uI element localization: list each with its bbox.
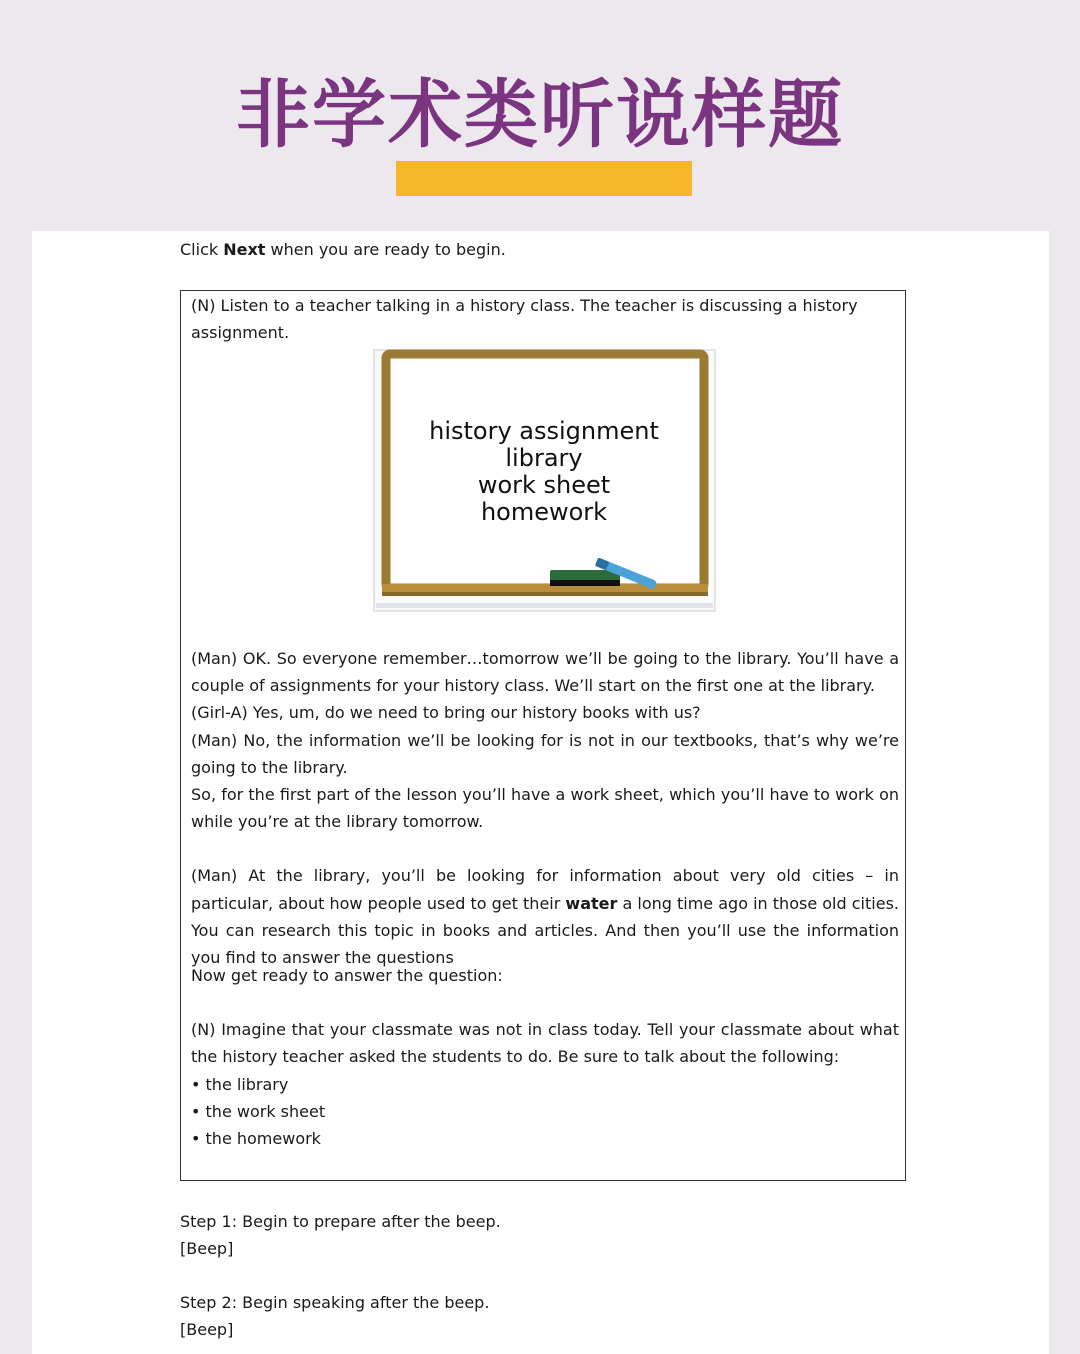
whiteboard-illustration [372,348,717,613]
eraser-icon [550,570,620,586]
dialogue-line: (Man) OK. So everyone remember…tomorrow we’ll be going to the library. You’ll have a couple of assignments for your history class. We’ll start on the first one at the library. [191,649,899,696]
dialogue-line: So, for the first part of the lesson you’ll have a work sheet, which you’ll have to work on while you’re at the library tomorrow. [191,785,899,832]
ready-line: Now get ready to answer the question: [191,966,503,985]
step-2-beep: [Beep] [180,1320,234,1339]
step-1-beep: [Beep] [180,1239,234,1258]
intro-text-after: when you are ready to begin. [265,240,506,259]
question-text: (N) Imagine that your classmate was not in class today. Tell your classmate about what the history teacher asked the students to do. Be sure to talk about the following: [191,1020,899,1067]
step-1 [180,1208,501,1343]
bullet-item: • the work sheet [191,1101,326,1121]
board-line-4: homework [480,498,608,526]
intro-text-before: Click [180,240,224,259]
intro-line [180,238,506,262]
listening-passage-box [180,290,906,968]
last-para-after: a long time ago in those old cities. You can research this topic in books and articles. And then you’ll use the information you find to answer the questions [191,893,899,968]
last-para-before: (Man) At the library, you’ll be looking for information about very old cities – in particular, about how people used to get their [191,866,899,913]
board-line-3: work sheet [477,471,611,499]
question-box [180,940,906,1181]
narrator-prompt: (N) Listen to a teacher talking in a history class. The teacher is discussing a history assignment. [191,296,858,343]
dialogue-line: (Girl-A) Yes, um, do we need to bring our history books with us? [191,703,701,723]
page-title: 非学术类听说样题 [236,72,844,158]
whiteboard-svg [372,348,717,613]
title-underline-bar [396,161,692,196]
water-bold: water [565,893,618,913]
dialogue-line: (Man) No, the information we’ll be looking for is not in our textbooks, that’s why we’re going to the library. [191,730,899,777]
step-2-label: Step 2: Begin speaking after the beep. [180,1293,490,1312]
step-1-label: Step 1: Begin to prepare after the beep. [180,1212,501,1231]
bullet-item: • the library [191,1074,289,1094]
board-line-2: library [505,444,583,472]
bullet-item: • the homework [191,1129,321,1149]
board-line-1: history assignment [429,417,659,445]
intro-next-bold: Next [223,240,266,259]
